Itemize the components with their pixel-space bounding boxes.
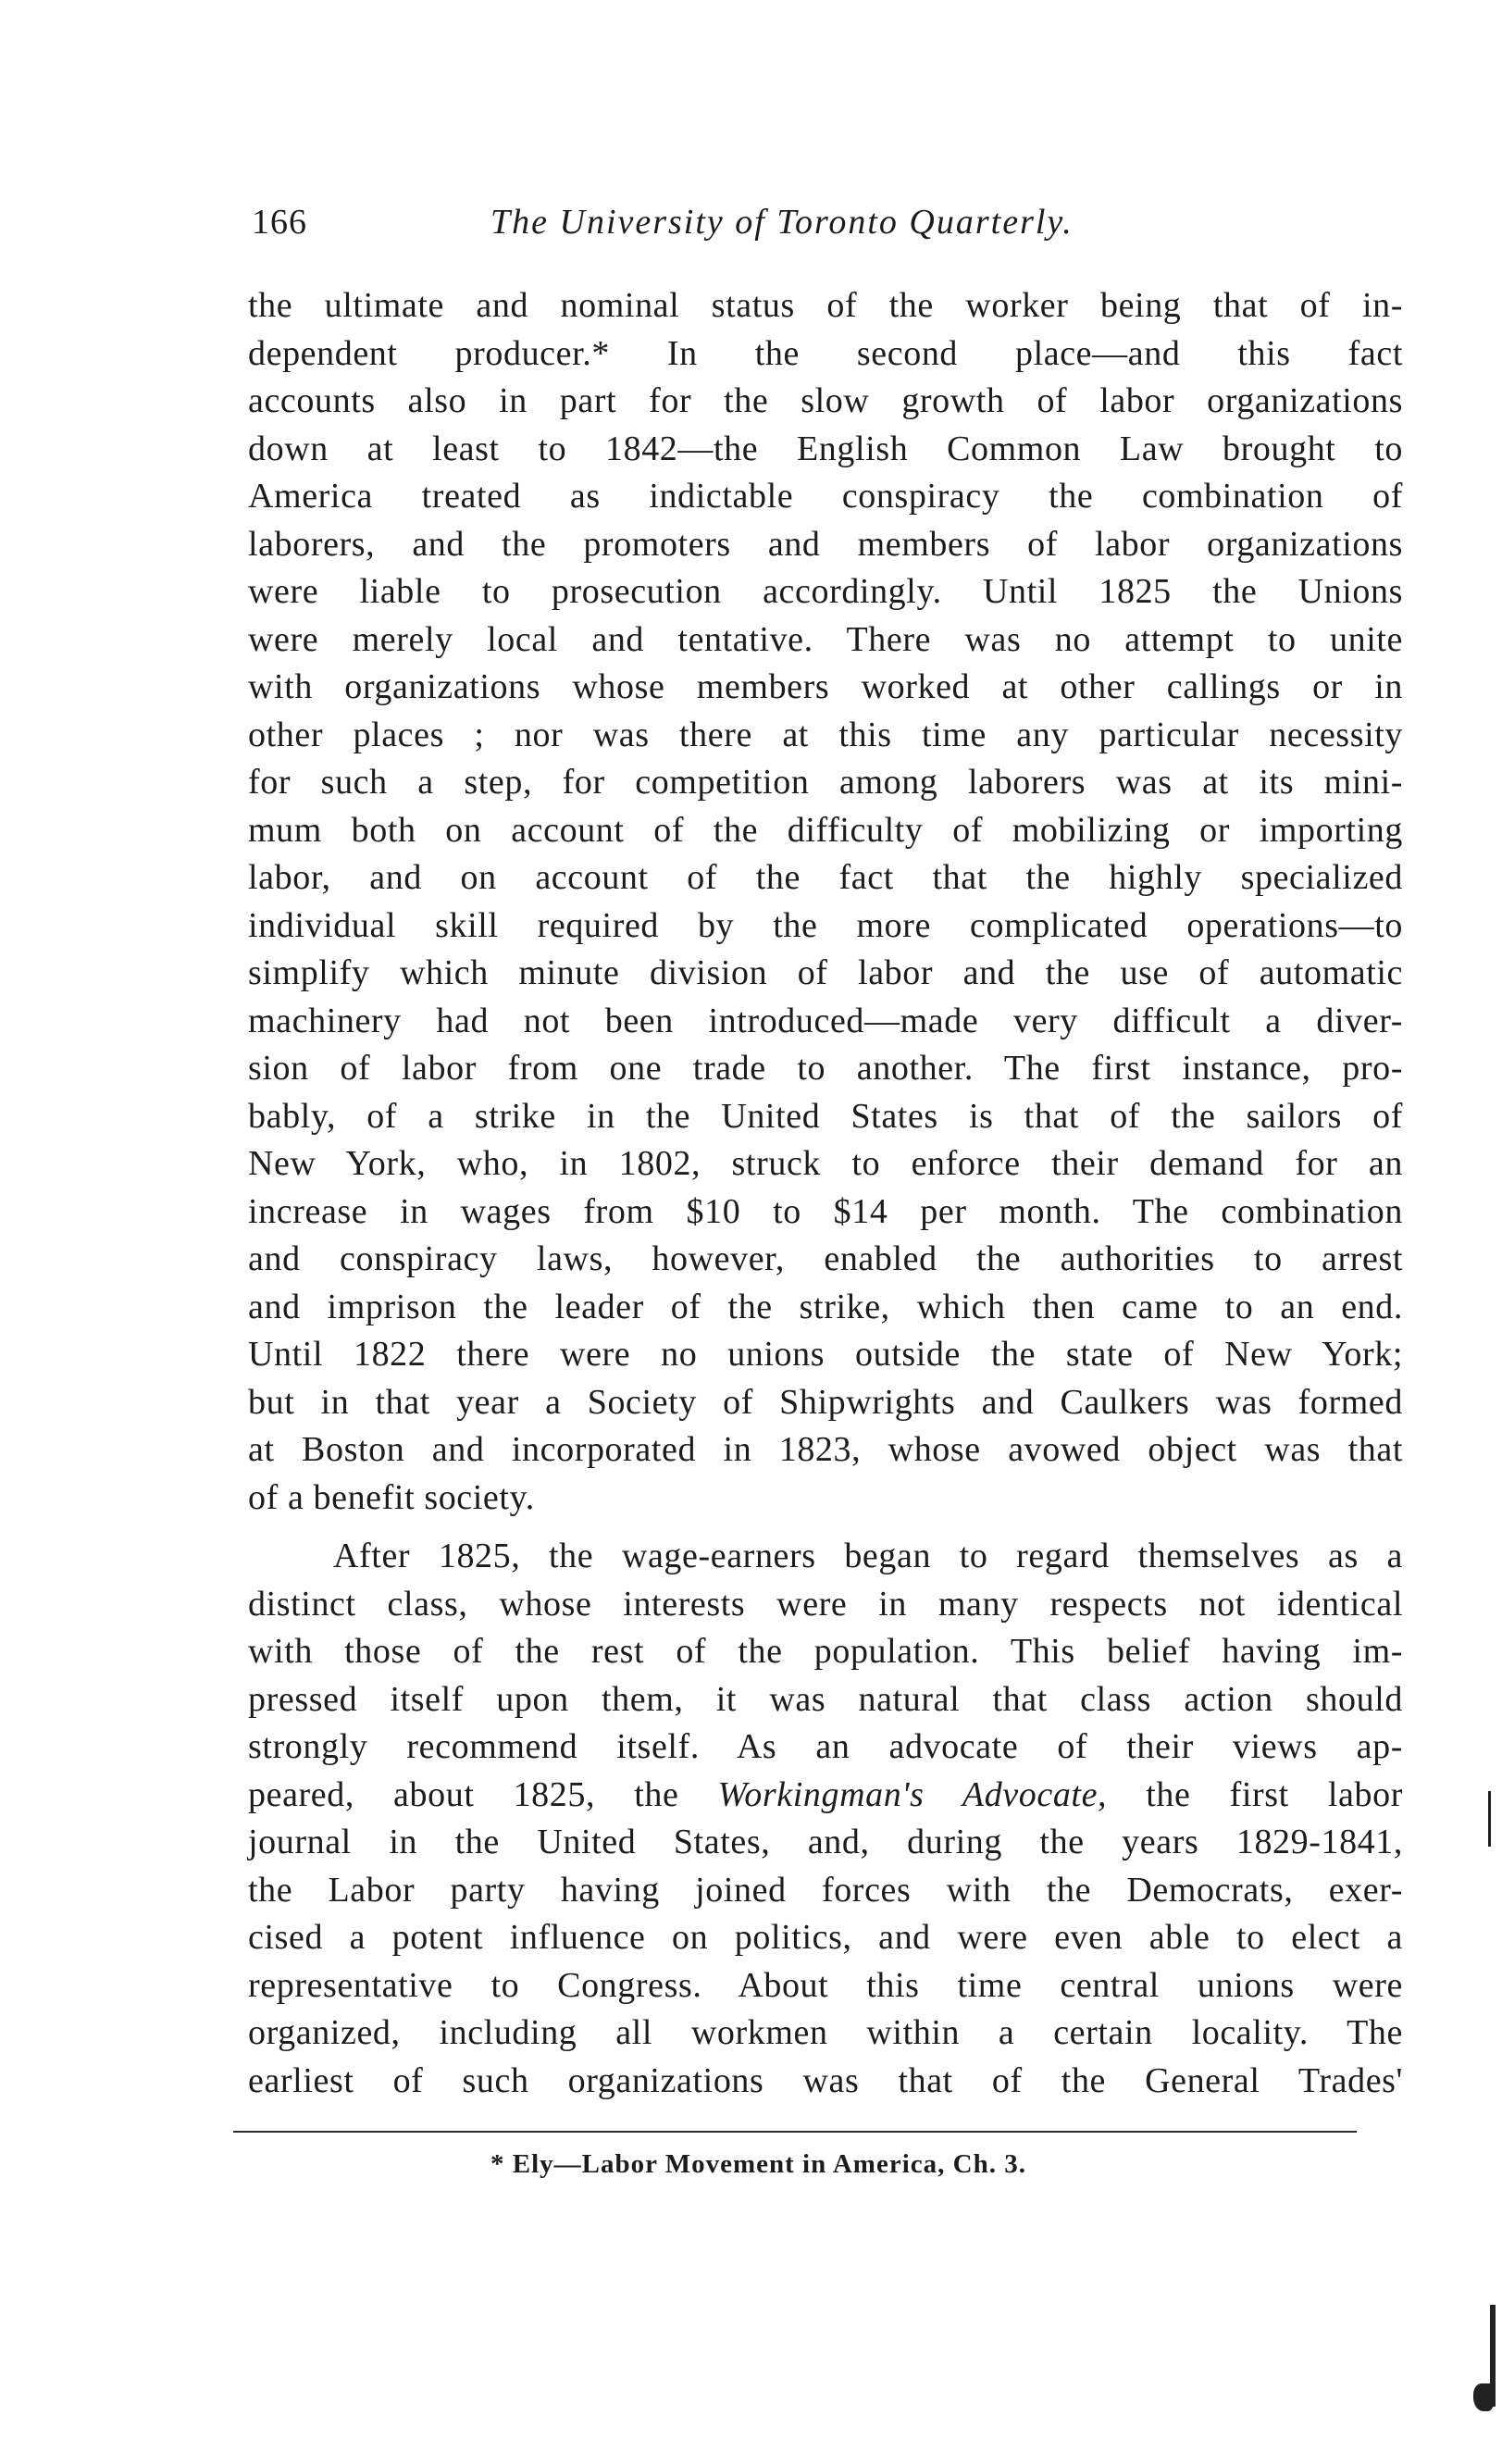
journal-title: Workingman's Advocate, [717,1774,1108,1814]
text-line-with-title [248,1772,1403,1820]
text-line: for such a step, for competition among laborers was at its mini- [248,763,1403,802]
text-line: earliest of such organizations was that of the General Trades' [248,2060,1403,2100]
footnote: * Ely—Labor Movement in America, Ch. 3. [490,2149,1026,2179]
scan-edge-mark [1473,2383,1494,2411]
text-line: and imprison the leader of the strike, which then came to an end. [248,1287,1403,1326]
text-line: mum both on account of the difficulty of mobilizing or importing [248,810,1403,850]
text-line: distinct class, whose interests were in many respects not identical [248,1584,1403,1624]
text-line: laborers, and the promoters and members of labor organizations [248,524,1403,564]
text-line: organized, including all workmen within a certain locality. The [248,2013,1403,2052]
text-line: representative to Congress. About this time central unions were [248,1965,1403,2005]
text-line: accounts also in part for the slow growth of labor organizations [248,381,1403,420]
text-line: with those of the rest of the population. This belief having im- [248,1632,1403,1671]
footnote-rule [233,2131,1357,2133]
text-line: were merely local and tentative. There was no attempt to unite [248,619,1403,659]
text-line: America treated as indictable conspiracy the combination of [248,477,1403,516]
text-line: Until 1822 there were no unions outside the state of New York; [248,1335,1403,1374]
text-line: other places ; nor was there at this time any particular necessity [248,715,1403,754]
text-line: machinery had not been introduced—made very difficult a diver- [248,1001,1403,1040]
running-title: The University of Toronto Quarterly. [490,203,1074,242]
text-line: but in that year a Society of Shipwrights and Caulkers was formed [248,1382,1403,1422]
text-line: increase in wages from $10 to $14 per month. The combination [248,1191,1403,1231]
text-line: New York, who, in 1802, struck to enforce their demand for an [248,1144,1403,1183]
text-line: cised a potent influence on politics, and were even able to elect a [248,1918,1403,1957]
text-line: dependent producer.* In the second place—and this fact [248,333,1403,373]
scan-edge-mark [1488,1791,1491,1847]
paragraph-gap [248,1522,1403,1533]
text-line: at Boston and incorporated in 1823, whose avowed object was that [248,1430,1403,1469]
text-line: were liable to prosecution accordingly. Until 1825 the Unions [248,572,1403,611]
text-segment: peared, about 1825, the [248,1774,718,1814]
text-line: individual skill required by the more complicated operations—to [248,905,1403,945]
text-line: with organizations whose members worked at other callings or in [248,667,1403,706]
page-number: 166 [252,203,307,242]
text-line: strongly recommend itself. As an advocate of their views ap- [248,1727,1403,1766]
text-line: the Labor party having joined forces with the Democrats, exer- [248,1870,1403,1910]
text-line: labor, and on account of the fact that the highly specialized [248,858,1403,897]
text-line: down at least to 1842—the English Common Law brought to [248,429,1403,468]
page-header [252,202,1196,257]
text-line: pressed itself upon them, it was natural that class action should [248,1679,1403,1719]
body-text [248,282,1403,2105]
text-line: of a benefit society. [248,1477,535,1517]
text-line: journal in the United States, and, during the years 1829-1841, [248,1823,1403,1861]
text-line: the ultimate and nominal status of the worker being that of in- [248,286,1403,325]
text-line: and conspiracy laws, however, enabled the authorities to arrest [248,1239,1403,1278]
paragraph-first-line: After 1825, the wage-earners began to regard themselves as a [333,1537,1403,1575]
text-segment: the first labor [1107,1774,1403,1814]
text-line: simplify which minute division of labor and the use of automatic [248,953,1403,992]
text-line: bably, of a strike in the United States is that of the sailors of [248,1096,1403,1136]
text-line: sion of labor from one trade to another. The first instance, pro- [248,1049,1403,1088]
